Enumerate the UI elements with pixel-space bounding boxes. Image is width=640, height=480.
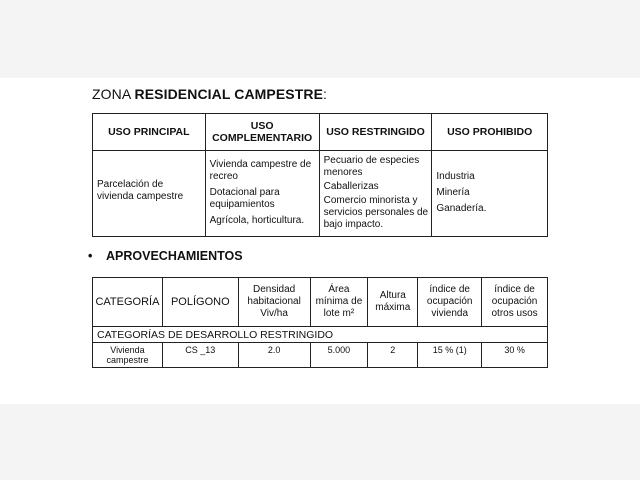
header-altura: Altura máxima — [368, 278, 418, 327]
header-uso-principal: USO PRINCIPAL — [93, 114, 206, 151]
restringido-item: Comercio minorista y servicios personales de bajo impacto. — [323, 195, 429, 230]
prohibido-item: Industria — [436, 171, 475, 182]
title-suffix: : — [323, 86, 328, 102]
uses-body-row — [93, 151, 548, 237]
header-densidad: Densidad habitacional Viv/ha — [238, 278, 310, 327]
cell-indice-otros: 30 % — [482, 343, 548, 368]
aprovechamientos-header-row — [93, 278, 548, 327]
section-row-label: CATEGORÍAS DE DESARROLLO RESTRINGIDO — [93, 327, 548, 343]
section-row — [93, 327, 548, 343]
bullet-mark: • — [88, 249, 93, 263]
cell-uso-complementario — [205, 151, 319, 237]
cell-categoria: Vivienda campestre — [93, 343, 163, 368]
document-page — [0, 78, 640, 404]
header-poligono: POLÍGONO — [162, 278, 238, 327]
page-title — [92, 86, 327, 102]
header-uso-restringido: USO RESTRINGIDO — [319, 114, 432, 151]
header-indice-vivienda: índice de ocupación vivienda — [418, 278, 482, 327]
uses-table — [92, 113, 548, 237]
cell-area-minima: 5.000 — [310, 343, 368, 368]
cell-densidad: 2.0 — [238, 343, 310, 368]
header-categoria: CATEGORÍA — [93, 278, 163, 327]
header-area-minima: Área mínima de lote m² — [310, 278, 368, 327]
uses-header-row — [93, 114, 548, 151]
title-bold: RESIDENCIAL CAMPESTRE — [134, 86, 324, 102]
cell-uso-principal — [93, 151, 206, 237]
restringido-item: Caballerizas — [323, 181, 379, 192]
complementario-item: Vivienda campestre de recreo — [209, 159, 312, 182]
header-uso-complementario — [205, 114, 319, 151]
cell-uso-restringido — [319, 151, 432, 237]
aprovechamientos-table — [92, 277, 548, 368]
header-uso-prohibido: USO PROHIBIDO — [432, 114, 548, 151]
title-prefix: ZONA — [92, 86, 135, 102]
header-uso-complementario-label: USO COMPLEMENTARIO — [212, 120, 313, 144]
section-heading-text: APROVECHAMIENTOS — [106, 249, 243, 263]
complementario-item: Agrícola, horticultura. — [209, 215, 305, 226]
uso-principal-text: Parcelación de vivienda campestre — [97, 179, 184, 202]
table-row — [93, 343, 548, 368]
section-heading — [88, 249, 243, 263]
prohibido-item: Ganadería. — [436, 203, 487, 214]
cell-altura: 2 — [368, 343, 418, 368]
cell-poligono: CS _13 — [162, 343, 238, 368]
cell-indice-vivienda: 15 % (1) — [418, 343, 482, 368]
header-indice-otros: índice de ocupación otros usos — [482, 278, 548, 327]
prohibido-item: Minería — [436, 187, 470, 198]
cell-uso-prohibido — [432, 151, 548, 237]
complementario-item: Dotacional para equipamientos — [209, 187, 280, 210]
restringido-item: Pecuario de especies menores — [323, 155, 420, 178]
